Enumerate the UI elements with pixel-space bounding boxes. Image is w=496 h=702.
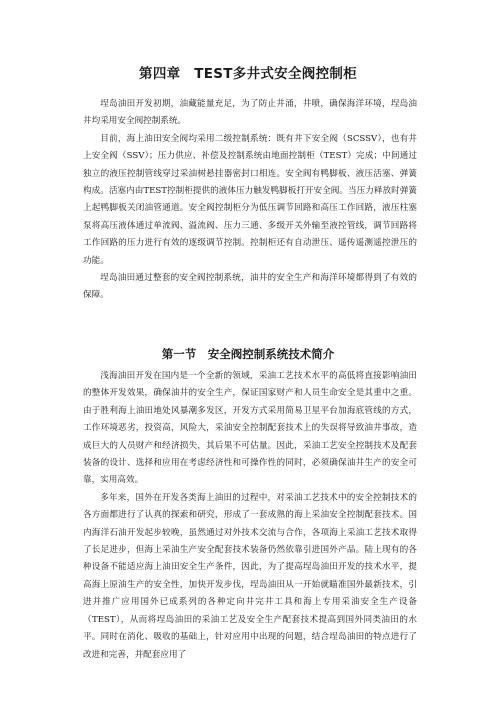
paragraph: 多年来，国外在开发各类海上油田的过程中，对采油工艺技术中的安全控制技术的各方面都进行了认真的探索和研究，形成了一套成熟的海上采油安全控制配套技术。国内海洋石油开发起步较晚，虽然通过对外技术交流与合作，各项海上采油工艺技术取得了长足进步，但海上采油生产安全配套技术装备仍然依靠引进国外产品。陆上现有的各种设备不能适应海上油田安全生产条件，因此，为了提高埕岛油田开发的技术水平，提高海上原油生产的安全性，加快开发步伐，埕岛油田从一开始就瞄准国外最新技术，引进并推广应用国外已成系列的各种定向井完井工具和海上专用采油安全生产设备（TEST），从而将埕岛油田的采油工艺及安全生产配套技术提高到国外同类油田的水平。同时在消化、吸收的基础上，针对应用中出现的问题，结合埕岛油田的特点进行了改进和完善，并配套应用了 [83,492,417,660]
section-title: 第一节 安全阀控制系统技术简介 [161,347,335,361]
paragraph: 埕岛油田开发初期，油藏能量充足，为了防止井涌，井喷，确保海洋环境，埕岛油井均采用安全阀控制系统。 [83,99,417,127]
chapter-title: 第四章 TEST多井式安全阀控制柜 [139,66,357,82]
paragraph: 目前，海上油田安全阀均采用二级控制系统：既有井下安全阀（SCSSV），也有井上安全阀（SSV）；压力供应、补偿及控制系统由地面控制柜（TEST）完成；中间通过独立的液压控制管线穿过采油树悬挂器密封口相连。安全阀有鸭脚板、液压活塞、弹簧构成。活塞内由TEST控制柜提供的液体压力触发鸭脚板打开安全阀。当压力释放时弹簧上起鸭脚板关闭油管通道。安全阀控制柜分为低压调节回路和高压工作回路，液压柱塞泵将高压液体通过单流阀、溢流阀、压力三通、多级开关外输至液控管线，调节回路将工作回路的压力进行有效的逐级调节控制。控制柜还有自动泄压、遥传遥测遥控泄压的功能。 [83,133,417,266]
section-text [83,368,417,664]
intro-text [83,96,417,305]
paragraph: 浅海油田开发在国内是一个全新的领域，采油工艺技术水平的高低将直接影响油田的整体开发效果，确保油井的安全生产，保证国家财产和人员生命安全是其重中之重。由于胜利海上油田地处风暴潮多发区，开发方式采用简易卫星平台加海底管线的方式，工作环境恶劣，投资高，风险大，采油安全控制配套技术上的失误将导致油井事故，造成巨大的人员财产和经济损失，其后果不可估量。因此，采油工艺安全控制技术及配套装备的设计、选择和应用在考虑经济性和可操作性的同时，必须确保油井生产的安全可靠，实用高效。 [83,371,417,486]
paragraph: 埕岛油田通过整套的安全阀控制系统，油井的安全生产和海洋环境都得到了有效的保障。 [83,273,417,301]
